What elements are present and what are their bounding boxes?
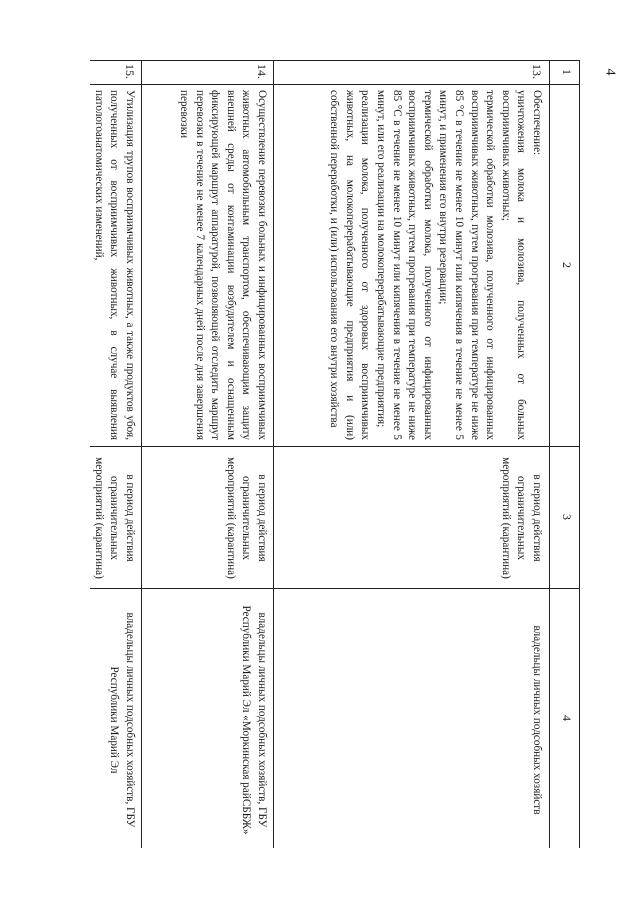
row-13-period: в период действия ограничительных мероприятий (карантина) <box>499 457 543 579</box>
row-13-responsible: владельцы личных подсобных хозяйств <box>531 625 543 815</box>
col-line-3 <box>90 588 580 589</box>
row-15-period: в период действия ограничительных мероприятий (карантина) <box>92 457 136 579</box>
page-number: 4 <box>602 68 618 76</box>
row-14-description: Осуществление перевозки больных и инфицированных восприимчивых животных автомобильным транспортом, обеспечивающим защиту внешней среды от контаминации возбудителем и оснащенным фиксирующей маршрут аппаратурой, позволяющей отследить маршрут перевозки в течение не менее 7 календарных дней после дня завершения перевозки <box>178 90 268 440</box>
row-14-number: 14. <box>255 64 269 79</box>
row-15-description: Утилизация трупов восприимчивых животных, а также продуктов убоя, полученных от восприимчивых животных, в случае выявления патологоанатомических изменений, <box>92 90 136 440</box>
header-col-1: 1 <box>560 69 574 75</box>
row-14-separator <box>141 60 142 848</box>
row-13-separator <box>273 60 274 848</box>
row-15-number: 15. <box>123 64 137 79</box>
col-line-2 <box>90 446 580 447</box>
table-border-top <box>579 60 580 848</box>
header-col-4: 4 <box>560 715 574 721</box>
row-14-responsible: владельцы личных подсобных хозяйств, ГБУ Республики Марий Эл «Моркинская райСББЖ» <box>240 605 268 835</box>
col-line-1 <box>90 84 580 85</box>
header-col-2: 2 <box>560 262 574 268</box>
rotated-table <box>90 60 580 848</box>
row-13-description: Обеспечение: уничтожения молока и молозива, полученных от больных восприимчивых животных; термической обработки молозива, полученного от инфицированных восприимчивых животных, путем прогревания при температуре не ниже 85 °С в течение не менее 10 минут или кипячения в течение не менее 5 минут, и применения его внутри резервации; термической обработки молока, полученного от инфицированных восприимчивых животных, путем прогревания при температуре не ниже 85 °С в течение не менее 10 минут или кипячения в течение не менее 5 минут, или его реализации на молокоперерабатывающие предприятия; реализации молока, полученного от здоровых восприимчивых животных, на молокоперерабатывающие предприятия и (или) собственной переработки, и (или) использования его внутри хозяйства <box>328 90 543 440</box>
header-separator <box>549 60 550 848</box>
header-col-3: 3 <box>560 514 574 520</box>
col-line-0 <box>90 60 580 61</box>
row-15-responsible: владельцы личных подсобных хозяйств, ГБУ Республики Марий Эл <box>108 612 136 828</box>
row-14-period: в период действия ограничительных мероприятий (карантина) <box>224 457 268 579</box>
row-13-number: 13. <box>530 64 544 79</box>
